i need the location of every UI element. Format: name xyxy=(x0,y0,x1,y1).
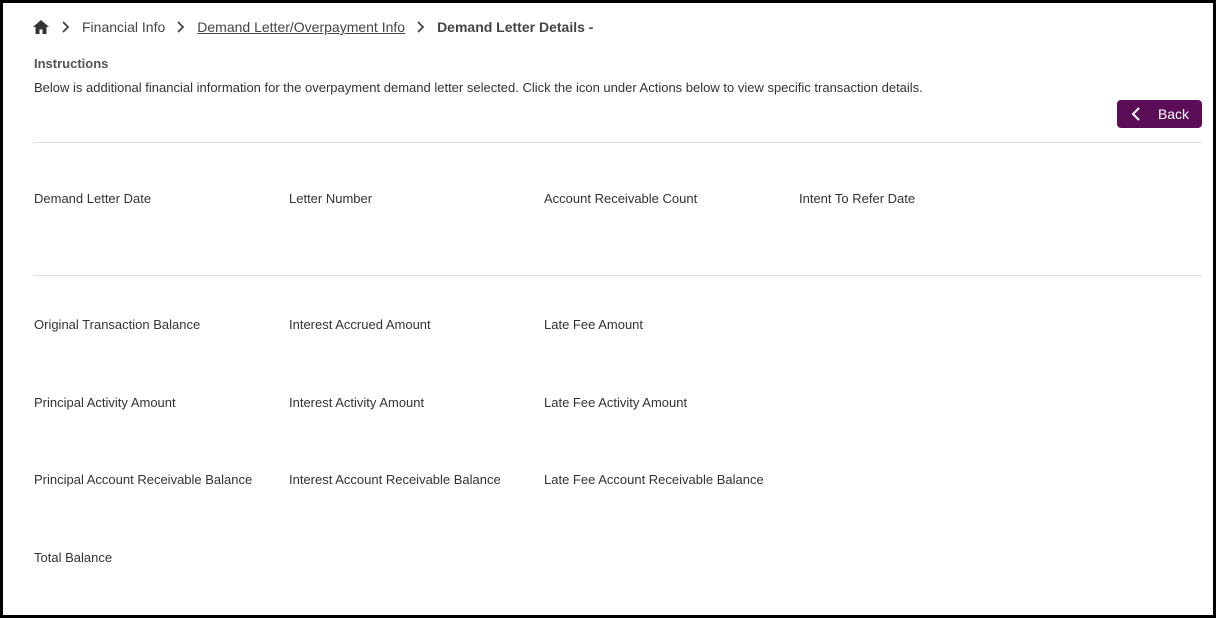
chevron-right-icon xyxy=(171,20,191,34)
chevron-right-icon xyxy=(411,20,431,34)
field-principal-ar-balance: Principal Account Receivable Balance xyxy=(34,472,253,487)
chevron-left-icon xyxy=(1130,107,1142,121)
field-interest-activity-amount: Interest Activity Amount xyxy=(289,395,425,410)
field-interest-ar-balance: Interest Account Receivable Balance xyxy=(289,472,501,487)
breadcrumb-financial-info[interactable]: Financial Info xyxy=(82,19,166,35)
home-icon[interactable] xyxy=(32,18,50,36)
breadcrumb xyxy=(32,17,593,37)
field-principal-activity-amount: Principal Activity Amount xyxy=(34,395,176,410)
field-original-transaction-balance: Original Transaction Balance xyxy=(34,317,201,332)
breadcrumb-current: Demand Letter Details - xyxy=(437,19,594,35)
back-button-label: Back xyxy=(1157,106,1190,122)
divider xyxy=(34,275,1202,276)
field-intent-to-refer-date: Intent To Refer Date xyxy=(799,191,916,206)
field-account-receivable-count: Account Receivable Count xyxy=(544,191,698,206)
field-demand-letter-date: Demand Letter Date xyxy=(34,191,152,206)
back-button[interactable] xyxy=(1117,100,1202,128)
field-total-balance: Total Balance xyxy=(34,550,113,565)
chevron-right-icon xyxy=(56,20,76,34)
instructions-title: Instructions xyxy=(34,56,109,71)
divider xyxy=(34,142,1202,143)
breadcrumb-demand-letter-overpayment[interactable]: Demand Letter/Overpayment Info xyxy=(197,19,406,35)
instructions-text: Below is additional financial information for the overpayment demand letter selected. Click the icon under Actions below to view specific transaction details. xyxy=(34,80,923,95)
field-late-fee-activity-amount: Late Fee Activity Amount xyxy=(544,395,688,410)
field-late-fee-ar-balance: Late Fee Account Receivable Balance xyxy=(544,472,764,487)
field-late-fee-amount: Late Fee Amount xyxy=(544,317,644,332)
field-letter-number: Letter Number xyxy=(289,191,373,206)
field-interest-accrued-amount: Interest Accrued Amount xyxy=(289,317,431,332)
